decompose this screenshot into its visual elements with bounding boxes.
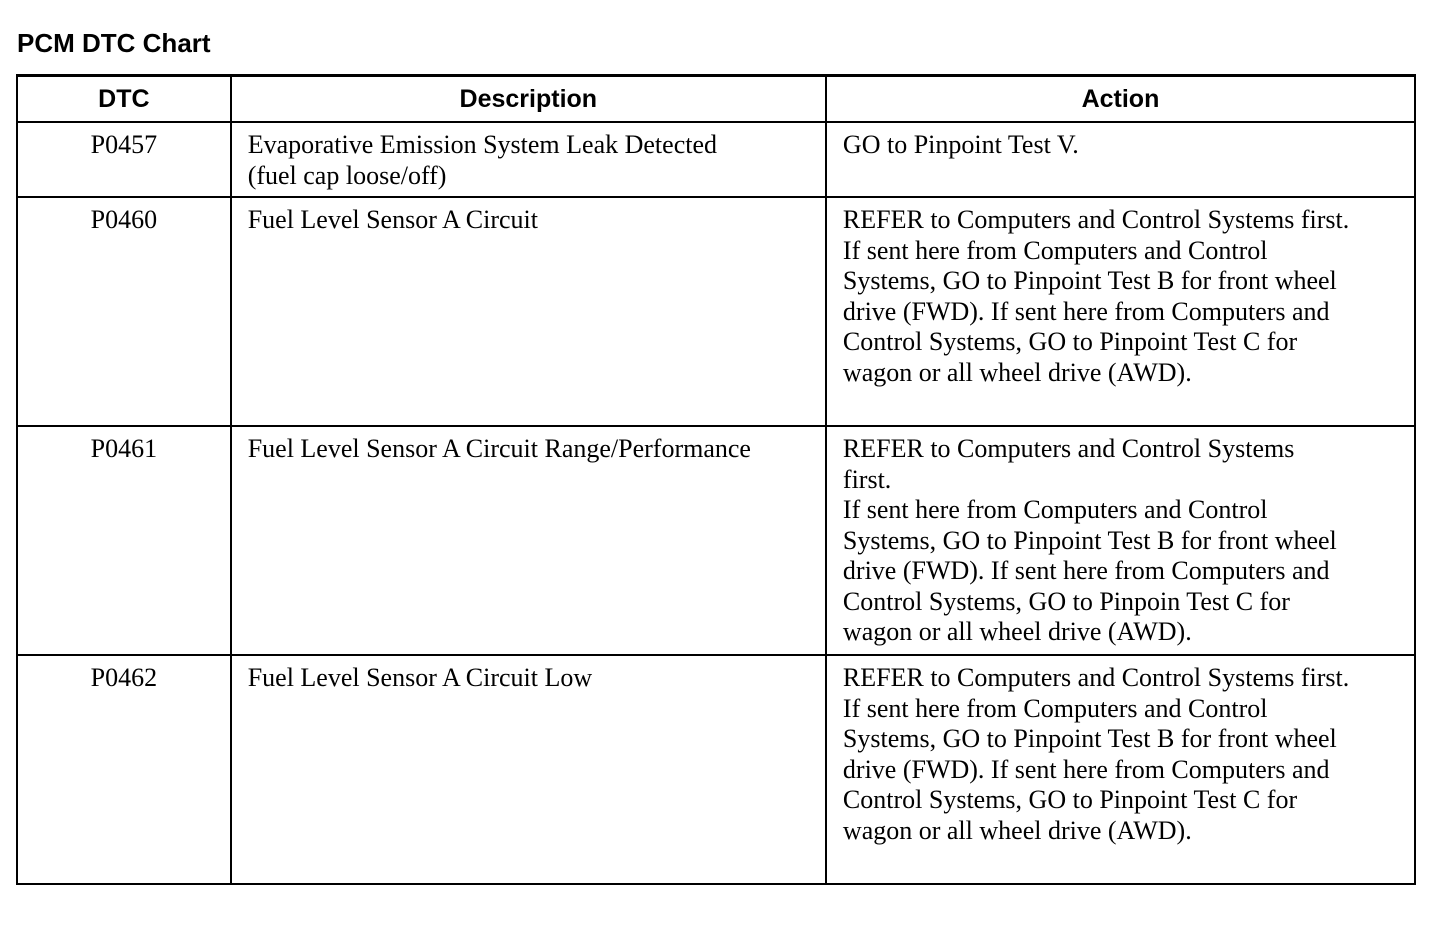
header-description: Description: [231, 76, 826, 123]
dtc-table: [16, 74, 1416, 885]
description-cell: Fuel Level Sensor A Circuit Range/Performance: [231, 426, 826, 655]
action-cell: GO to Pinpoint Test V.: [826, 122, 1415, 197]
table-row: [17, 655, 1415, 884]
page-title: PCM DTC Chart: [17, 28, 211, 58]
description-cell: Fuel Level Sensor A Circuit: [231, 197, 826, 426]
dtc-cell: P0460: [17, 197, 231, 426]
dtc-cell: P0461: [17, 426, 231, 655]
dtc-cell: P0457: [17, 122, 231, 197]
action-cell: REFER to Computers and Control Systems first. If sent here from Computers and Control Systems, GO to Pinpoint Test B for front wheel drive (FWD). If sent here from Computers and Control Systems, GO to Pinpoint Test C for wagon or all wheel drive (AWD).: [826, 197, 1415, 426]
table-row: [17, 197, 1415, 426]
header-action: Action: [826, 76, 1415, 123]
description-cell: Evaporative Emission System Leak Detected (fuel cap loose/off): [231, 122, 826, 197]
action-cell: REFER to Computers and Control Systems first. If sent here from Computers and Control Systems, GO to Pinpoint Test B for front wheel drive (FWD). If sent here from Computers and Control Systems, GO to Pinpoint Test C for wagon or all wheel drive (AWD).: [826, 655, 1415, 884]
table-row: [17, 122, 1415, 197]
header-dtc: DTC: [17, 76, 231, 123]
table-header-row: [17, 76, 1415, 123]
table-row: [17, 426, 1415, 655]
dtc-cell: P0462: [17, 655, 231, 884]
action-cell: REFER to Computers and Control Systems first. If sent here from Computers and Control Systems, GO to Pinpoint Test B for front wheel drive (FWD). If sent here from Computers and Control Systems, GO to Pinpoin Test C for wagon or all wheel drive (AWD).: [826, 426, 1415, 655]
description-cell: Fuel Level Sensor A Circuit Low: [231, 655, 826, 884]
